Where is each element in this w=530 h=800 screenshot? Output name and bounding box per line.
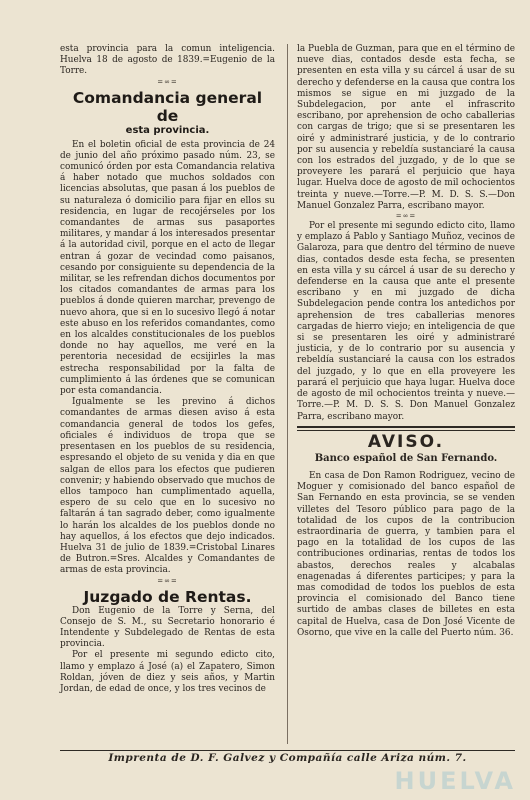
aviso-top-rule-thin <box>297 430 515 431</box>
aviso-top-rule <box>297 426 515 428</box>
heading-aviso: AVISO. <box>367 431 445 452</box>
left-opening-paragraph: esta provincia para la comun inteligencia. Huelva 18 de agosto de 1839.=Eugenio de la Torre. <box>60 44 275 77</box>
footer-rule <box>60 750 515 751</box>
heading-comandancia-sub: esta provincia. <box>125 124 210 136</box>
section-ornament: =∞= <box>157 576 178 585</box>
huelva-watermark: HUELVA <box>394 767 516 795</box>
section-ornament: =∞= <box>157 77 178 86</box>
column-divider <box>287 44 288 744</box>
juzgado-edict-1-continued: la Puebla de Guzman, para que en el término de nueve dias, contados desde esta fecha, se presenten en esta villa y su cárcel á usar de su derecho y defenderse en la causa que contra los mismos se sigue en mi juzgado de la Subdelegacion, por ante el infrascrito escribano, por aprehension de ocho caballerias con cargas de trigo; que si se presentaren les oiré y administraré justicia, y de lo contrario por su ausencia y rebeldía sustanciaré la causa con los estrados del juzgado, y de lo que se proveyere les parará el perjuicio que haya lugar. Huelva doce de agosto de mil ochocientos treinta y nueve.—Torre.—P. M. D. S. S.—Don Manuel Gonzalez Parra, escribano mayor. <box>297 44 515 211</box>
right-column <box>297 44 515 639</box>
heading-banco: Banco español de San Fernando. <box>314 452 498 464</box>
printer-imprint: Imprenta de D. F. Galvez y Compañía calle Ariza núm. 7. <box>108 752 467 764</box>
left-column <box>60 44 275 695</box>
comandancia-paragraph-1: En el boletin oficial de esta provincia de 24 de junio del año próximo pasado núm. 23, se comunicó órden por esta Comandancia relativa á haber notado que muchos soldados con licencias absolutas, que pasan á los pueblos de su naturaleza ó domicilio para fijar en ellos su residencia, en lugar de recojérseles por los comandantes de armas sus pasaportes militares, y mandar á los interesados presentar á la autoridad civil, porque en el acto de llegar entran á gozar de vecindad como paisanos, cesando por consiguiente su dependencia de la militar, se les refrendan dichos documentos por los citados comandantes de armas para los pueblos á donde quieren marchar, prevengo de nuevo ahora, que si en lo sucesivo llegó á notar este abuso en los referidos comandantes, como en los alcaldes constitucionales de los pueblos donde no hay aquellos, me veré en la perentoria necesidad de ecsijirles la mas estrecha responsabilidad por la falta de cumplimiento á las órdenes que se comunican por esta comandancia. <box>60 139 275 397</box>
banco-notice: En casa de Don Ramon Rodriguez, vecino de Moguer y comisionado del banco español de San Fernando en esta provincia, se se venden villetes del Tesoro público para pago de la totalidad de los cupos de la contribucion estraordinaria de guerra, y tambien para el pago en la totalidad de los cupos de las contribuciones ordinarias, rentas de todos los abastos, derechos reales y alcabalas enagenadas á diferentes participes; y para la mas comodidad de todos los pueblos de esta provincia el comisionado del Banco tiene surtido de ambas clases de billetes en esta capital de Huelva, casa de Don José Vicente de Osorno, que vive en la calle del Puerto núm. 36. <box>297 470 515 638</box>
comandancia-paragraph-2: Igualmente se les previno á dichos comandantes de armas diesen aviso á esta comandancia general de todos los gefes, oficiales é individuos de tropa que se presentasen en los pueblos de su residencia, espresando el objeto de su venida y dia en que salgan de ellos para los efectos que pudieren convenir; y habiendo observado que muchos de ellos tampoco han cumplimentado aquella, espero de su celo que en lo sucesivo no faltarán á tan sagrado deber, como igualmente lo harán los alcaldes de los pueblos donde no hay aquellos, á los efectos que dejo indicados. Huelva 31 de julio de 1839.=Cristobal Linares de Butron.=Sres. Alcaldes y Comandantes de armas de esta provincia. <box>60 397 275 576</box>
section-ornament: =∞= <box>395 212 417 221</box>
heading-comandancia: Comandancia general de <box>72 88 263 125</box>
juzgado-intro: Don Eugenio de la Torre y Serna, del Consejo de S. M., su Secretario honorario é Intendente y Subdelegado de Rentas de esta provincia. <box>60 605 275 650</box>
juzgado-edict-1-start: Por el presente mi segundo edicto cito, llamo y emplazo á José (a) el Zapatero, Simon Roldan, jóven de diez y seis años, y Martin Jordan, de edad de once, y los tres vecinos de <box>60 650 275 694</box>
heading-juzgado: Juzgado de Rentas. <box>83 587 252 606</box>
juzgado-edict-2: Por el presente mi segundo edicto cito, llamo y emplazo á Pablo y Santiago Muñoz, vecinos de Galaroza, para que dentro del término de nueve dias, contados desde esta fecha, se presenten en esta villa y su cárcel á usar de su derecho y defenderse en la causa que ante el presente escribano y en mi juzgado de dicha Subdelegacion pende contra los antedichos por aprehension de tres caballerias menores cargadas de hierro viejo; en inteligencia de que si se presentaren les oiré y administraré justicia, y de lo contrario por su ausencia y rebeldía sustanciaré la causa con los estrados del juzgado, y lo que en ella proveyere les parará el perjuicio que haya lugar. Huelva doce de agosto de mil ochocientos treinta y nueve.—Torre.—P. M. D. S. S. Don Manuel Gonzalez Parra, escribano mayor. <box>297 221 515 422</box>
